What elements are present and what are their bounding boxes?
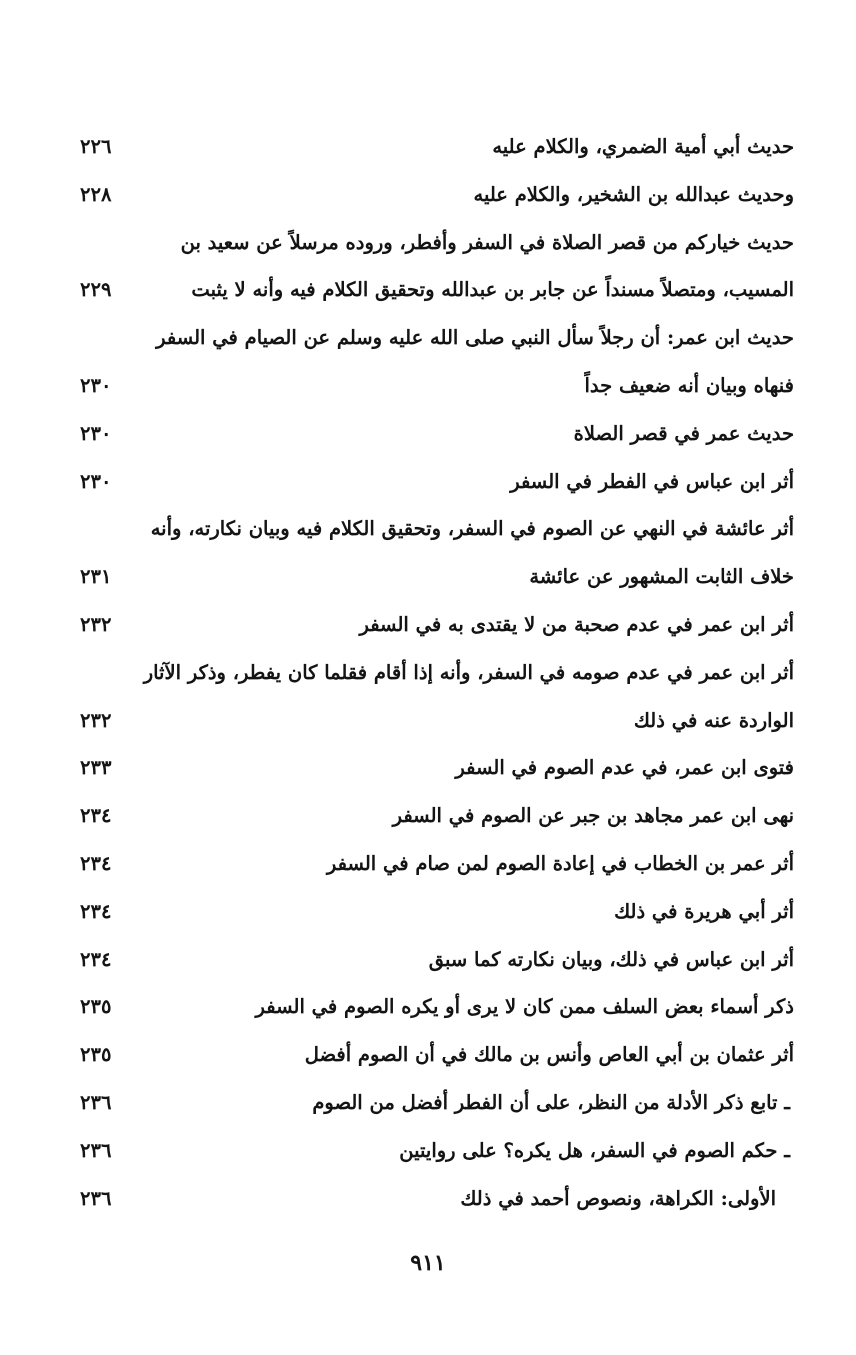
entry-page-number: ٢٢٩ — [80, 278, 112, 302]
entry-page-number: ٢٣٢ — [80, 708, 112, 732]
toc-entry — [0, 508, 856, 556]
entry-title: حديث ابن عمر: أن رجلاً سأل النبي صلى الله عليه وسلم عن الصيام في السفر — [156, 326, 794, 350]
entry-title: الواردة عنه في ذلك — [633, 708, 794, 732]
entry-page-number: ٢٣٦ — [80, 1138, 112, 1162]
toc-entry — [0, 843, 856, 891]
entry-title: حديث خياركم من قصر الصلاة في السفر وأفطر، وروده مرسلاً عن سعيد بن — [180, 230, 794, 254]
toc-entry — [0, 556, 856, 604]
toc-entry — [0, 222, 856, 270]
toc-entry — [0, 986, 856, 1034]
entry-page-number: ٢٣٤ — [80, 851, 112, 875]
entry-title: أثر عمر بن الخطاب في إعادة الصوم لمن صام في السفر — [326, 851, 794, 875]
toc-entry — [0, 891, 856, 939]
toc-entry — [0, 413, 856, 461]
entry-page-number: ٢٣٤ — [80, 899, 112, 923]
entry-page-number: ٢٣٢ — [80, 612, 112, 636]
entry-title: أثر عائشة في النهي عن الصوم في السفر، وتحقيق الكلام فيه وبيان نكارته، وأنه — [150, 517, 794, 541]
entry-page-number: ٢٢٦ — [80, 135, 112, 158]
entry-title: فتوى ابن عمر، في عدم الصوم في السفر — [455, 756, 794, 780]
entry-title: الأولى: الكراهة، ونصوص أحمد في ذلك — [460, 1186, 776, 1210]
entry-title: أثر عثمان بن أبي العاص وأنس بن مالك في أن الصوم أفضل — [304, 1043, 794, 1067]
toc-entry — [0, 1178, 856, 1226]
entry-title: وحديث عبدالله بن الشخير، والكلام عليه — [473, 182, 794, 206]
entry-page-number: ٢٣٠ — [80, 469, 112, 493]
entry-title: ذكر أسماء بعض السلف ممن كان لا يرى أو يكره الصوم في السفر — [255, 995, 794, 1019]
entry-title: فنهاه وبيان أنه ضعيف جداً — [584, 373, 794, 397]
toc-entry — [0, 269, 856, 317]
entry-page-number: ٢٣١ — [80, 565, 112, 589]
toc-entry — [0, 174, 856, 222]
entry-title: أثر ابن عباس في الفطر في السفر — [510, 469, 794, 493]
toc-entry — [0, 317, 856, 365]
entry-title: المسيب، ومتصلاً مسنداً عن جابر بن عبدالله وتحقيق الكلام فيه وأنه لا يثبت — [191, 278, 794, 302]
entry-title: ـ حكم الصوم في السفر، هل يكره؟ على روايتين — [399, 1138, 790, 1162]
entry-title: ـ تابع ذكر الأدلة من النظر، على أن الفطر أفضل من الصوم — [312, 1090, 790, 1114]
table-of-contents — [0, 126, 856, 1225]
entry-page-number: ٢٣٤ — [80, 804, 112, 828]
entry-title: حديث عمر في قصر الصلاة — [573, 421, 794, 445]
toc-entry — [0, 795, 856, 843]
toc-entry — [0, 652, 856, 700]
entry-title: أثر ابن عمر في عدم صحبة من لا يقتدى به في السفر — [359, 612, 794, 636]
page-number: ٩١١ — [410, 1250, 446, 1276]
entry-page-number: ٢٣٠ — [80, 373, 112, 397]
toc-entry — [0, 747, 856, 795]
toc-entry — [0, 604, 856, 652]
entry-page-number: ٢٣٣ — [80, 756, 112, 780]
entry-title: نهى ابن عمر مجاهد بن جبر عن الصوم في السفر — [392, 804, 794, 828]
entry-title: خلاف الثابت المشهور عن عائشة — [529, 565, 794, 589]
toc-entry — [0, 939, 856, 987]
entry-title: أثر ابن عباس في ذلك، وبيان نكارته كما سبق — [428, 947, 794, 971]
entry-page-number: ٢٣٦ — [80, 1090, 112, 1114]
toc-entry — [0, 1082, 856, 1130]
entry-page-number: ٢٣٤ — [80, 947, 112, 971]
entry-page-number: ٢٣٥ — [80, 1043, 112, 1067]
toc-entry — [0, 365, 856, 413]
entry-title: أثر ابن عمر في عدم صومه في السفر، وأنه إذا أقام فقلما كان يفطر، وذكر الآثار — [143, 660, 794, 684]
toc-entry — [0, 1130, 856, 1178]
entry-title: حديث أبي أمية الضمري، والكلام عليه — [492, 135, 794, 158]
entry-page-number: ٢٣٠ — [80, 421, 112, 445]
toc-entry — [0, 461, 856, 509]
entry-page-number: ٢٣٦ — [80, 1186, 112, 1210]
toc-entry — [0, 126, 856, 174]
entry-title: أثر أبي هريرة في ذلك — [614, 899, 794, 923]
toc-entry — [0, 700, 856, 748]
entry-page-number: ٢٢٨ — [80, 182, 112, 206]
toc-entry — [0, 1034, 856, 1082]
entry-page-number: ٢٣٥ — [80, 995, 112, 1019]
